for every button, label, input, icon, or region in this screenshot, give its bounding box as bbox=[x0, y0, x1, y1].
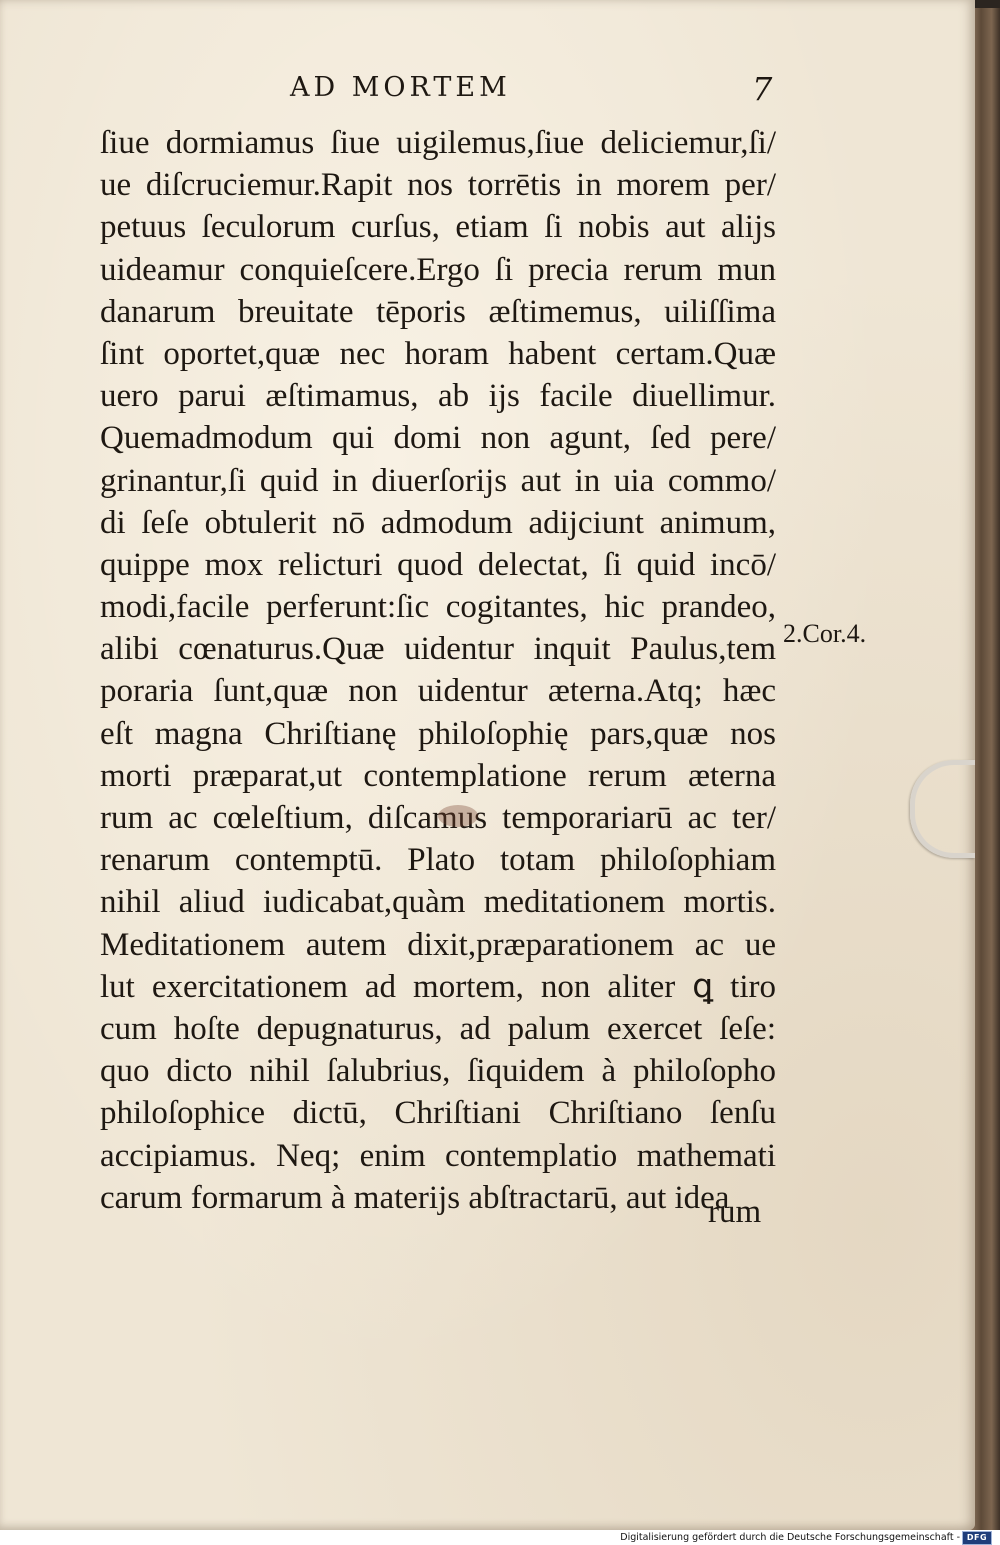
text-line: danarum breuitate tēporis æſtimemus, uiliſſima bbox=[100, 293, 776, 330]
text-line: rum ac cœleſtium, diſcamus temporariarū ac ter/ bbox=[100, 800, 776, 836]
text-line: lut exercitationem ad mortem, non aliter ꝗ tiro bbox=[100, 968, 776, 1005]
text-block bbox=[100, 122, 776, 1219]
text-line: Meditationem autem dixit,præparationem ac ue bbox=[100, 926, 776, 963]
text-line: grinantur,ſi quid in diuerſorijs aut in uia commo/ bbox=[100, 462, 776, 499]
text-line: cum hoſte depugnaturus, ad palum exercet ſeſe: bbox=[100, 1010, 776, 1047]
text-line: uideamur conquieſcere.Ergo ſi precia rerum mun bbox=[100, 251, 776, 288]
text-line: morti præparat,ut contemplatione rerum æterna bbox=[100, 757, 776, 794]
catchword: rum bbox=[708, 1194, 762, 1230]
text-line: Quemadmodum qui domi non agunt, ſed pere/ bbox=[100, 420, 776, 457]
text-line: di ſeſe obtulerit nō admodum adijciunt animum, bbox=[100, 504, 776, 541]
text-line: uero parui æſtimamus, ab ijs facile diuellimur. bbox=[100, 378, 776, 415]
text-line: modi,facile perferunt:ſic cogitantes, hic prandeo, bbox=[100, 589, 776, 626]
text-line: eſt magna Chriſtianę philoſophię pars,quæ nos bbox=[100, 715, 776, 752]
marginal-note: 2.Cor.4. bbox=[783, 619, 867, 648]
text-line: ue diſcruciemur.Rapit nos torrētis in morem per/ bbox=[100, 167, 776, 204]
text-line: poraria ſunt,quæ non uidentur æterna.Atq; hæc bbox=[100, 673, 776, 710]
dfg-logo: DFG bbox=[962, 1531, 992, 1545]
text-line: carum formarum à materijs abſtractarū, aut idea bbox=[100, 1179, 730, 1216]
text-line: ſiue dormiamus ſiue uigilemus,ſiue deliciemur,ſi/ bbox=[100, 125, 776, 161]
ink-stain bbox=[438, 805, 478, 827]
text-line: quippe mox relicturi quod delectat, ſi quid incō/ bbox=[100, 546, 776, 583]
text-line: ſint oportet,quæ nec horam habent certam.Quæ bbox=[100, 335, 776, 372]
page-number: 7 bbox=[752, 70, 773, 108]
text-line: nihil aliud iudicabat,quàm meditationem mortis. bbox=[100, 884, 776, 921]
text-line: quo dicto nihil ſalubrius, ſiquidem à philoſopho bbox=[100, 1053, 776, 1090]
text-line: renarum contemptū. Plato totam philoſophiam bbox=[100, 842, 776, 879]
text-line: accipiamus. Neq; enim contemplatio mathemati bbox=[100, 1137, 776, 1174]
text-line: petuus ſeculorum curſus, etiam ſi nobis aut alijs bbox=[100, 209, 776, 246]
footer-credit: Digitalisierung gefördert durch die Deutsche Forschungsgemeinschaft - bbox=[620, 1532, 960, 1543]
text-line: alibi cœnaturus.Quæ uidentur inquit Paulus,tem bbox=[100, 631, 776, 668]
text-line: philoſophice dictū, Chriſtiani Chriſtiano ſenſu bbox=[100, 1095, 776, 1132]
running-head: AD MORTEM bbox=[290, 72, 511, 103]
